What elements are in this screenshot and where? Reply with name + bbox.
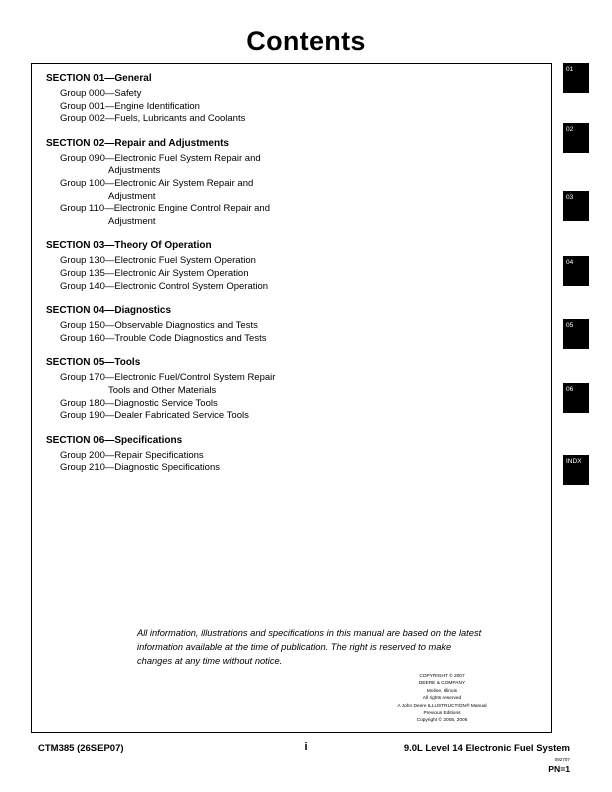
- section-tab-02[interactable]: [563, 123, 589, 153]
- page-title: Contents: [246, 26, 366, 56]
- section-heading: SECTION 06—Specifications: [46, 434, 183, 446]
- toc-entry[interactable]: [46, 372, 486, 397]
- toc-section: [46, 137, 486, 229]
- section-tab-label: 01: [566, 66, 574, 73]
- toc-entry[interactable]: Group 135—Electronic Air System Operation: [60, 267, 249, 279]
- toc-entry[interactable]: Group 200—Repair Specifications: [60, 449, 204, 461]
- toc-entry-text: Group 090—Electronic Fuel System Repair and: [60, 152, 261, 164]
- toc-entry[interactable]: [46, 153, 486, 178]
- section-tab-03[interactable]: [563, 191, 589, 221]
- toc-entry-cont: Adjustment: [108, 190, 156, 202]
- footer-manual-title: 9.0L Level 14 Electronic Fuel System: [403, 743, 570, 754]
- toc-entry[interactable]: Group 140—Electronic Control System Operation: [60, 280, 269, 292]
- toc-entry[interactable]: Group 160—Trouble Code Diagnostics and Tests: [60, 332, 267, 344]
- copyright-line: A John Deere ILLUSTRUCTION® Manual: [397, 703, 487, 709]
- copyright-line: Copyright © 2005, 2006: [416, 718, 468, 724]
- publication-notice: All information, illustrations and specifications in this manual are based on the latest information available at the time of publication. The right is reserved to make changes at any time without notice.: [137, 628, 482, 666]
- section-tab-label: INDX: [566, 458, 582, 465]
- toc-section: [46, 356, 486, 422]
- footer-manual-code: CTM385 (26SEP07): [38, 743, 124, 754]
- toc-entry[interactable]: Group 000—Safety: [60, 88, 142, 99]
- copyright-line: COPYRIGHT © 2007: [419, 674, 465, 679]
- copyright-line: Previous Editions: [423, 711, 461, 717]
- toc-entry[interactable]: Group 130—Electronic Fuel System Operation: [60, 255, 256, 267]
- section-heading: SECTION 01—General: [46, 73, 152, 84]
- section-tab-05[interactable]: [563, 319, 589, 349]
- footer-date-code: 092707: [554, 757, 570, 762]
- toc-entry[interactable]: Group 001—Engine Identification: [60, 100, 200, 112]
- toc-entry-cont: Tools and Other Materials: [108, 384, 217, 396]
- toc-entry[interactable]: Group 002—Fuels, Lubricants and Coolants: [60, 113, 246, 125]
- copyright-line: All rights reserved: [422, 696, 462, 702]
- toc-entry[interactable]: [46, 203, 486, 228]
- section-tab-01[interactable]: [563, 63, 589, 93]
- toc-entry[interactable]: Group 210—Diagnostic Specifications: [60, 462, 221, 474]
- section-tab-label: 03: [566, 194, 574, 201]
- toc-entry-cont: Adjustments: [108, 165, 161, 177]
- copyright-line: DEERE & COMPANY: [418, 681, 466, 687]
- section-heading: SECTION 05—Tools: [46, 357, 141, 369]
- table-of-contents: [46, 72, 486, 486]
- section-heading: SECTION 04—Diagnostics: [46, 305, 172, 317]
- toc-entry[interactable]: Group 180—Diagnostic Service Tools: [60, 397, 218, 409]
- section-heading: SECTION 02—Repair and Adjustments: [46, 137, 229, 149]
- toc-entry-cont: Adjustment: [108, 215, 156, 227]
- section-heading: SECTION 03—Theory Of Operation: [46, 240, 212, 252]
- toc-section: [46, 239, 486, 293]
- toc-entry[interactable]: Group 190—Dealer Fabricated Service Tools: [60, 410, 249, 422]
- toc-entry-text: Group 110—Electronic Engine Control Repair and: [60, 203, 270, 215]
- toc-section: [46, 304, 486, 345]
- section-tab-04[interactable]: [563, 256, 589, 286]
- section-tab-06[interactable]: [563, 383, 589, 413]
- toc-entry-text: Group 170—Electronic Fuel/Control System Repair: [60, 372, 276, 384]
- copyright-block: [342, 673, 542, 725]
- copyright-line: Moline, Illinois: [426, 688, 458, 694]
- section-tab-label: 06: [566, 386, 574, 393]
- toc-section: [46, 434, 486, 475]
- footer-page-number: PN=1: [548, 764, 570, 774]
- section-tab-label: 04: [566, 259, 574, 266]
- footer-page-label: i: [304, 741, 308, 753]
- toc-entry[interactable]: Group 150—Observable Diagnostics and Tests: [60, 320, 258, 332]
- toc-section: [46, 72, 486, 126]
- section-tab-index[interactable]: [563, 455, 589, 485]
- toc-entry[interactable]: [46, 178, 486, 203]
- section-tab-label: 02: [566, 126, 574, 133]
- toc-entry-text: Group 100—Electronic Air System Repair and: [60, 177, 254, 189]
- section-tab-label: 05: [566, 322, 574, 329]
